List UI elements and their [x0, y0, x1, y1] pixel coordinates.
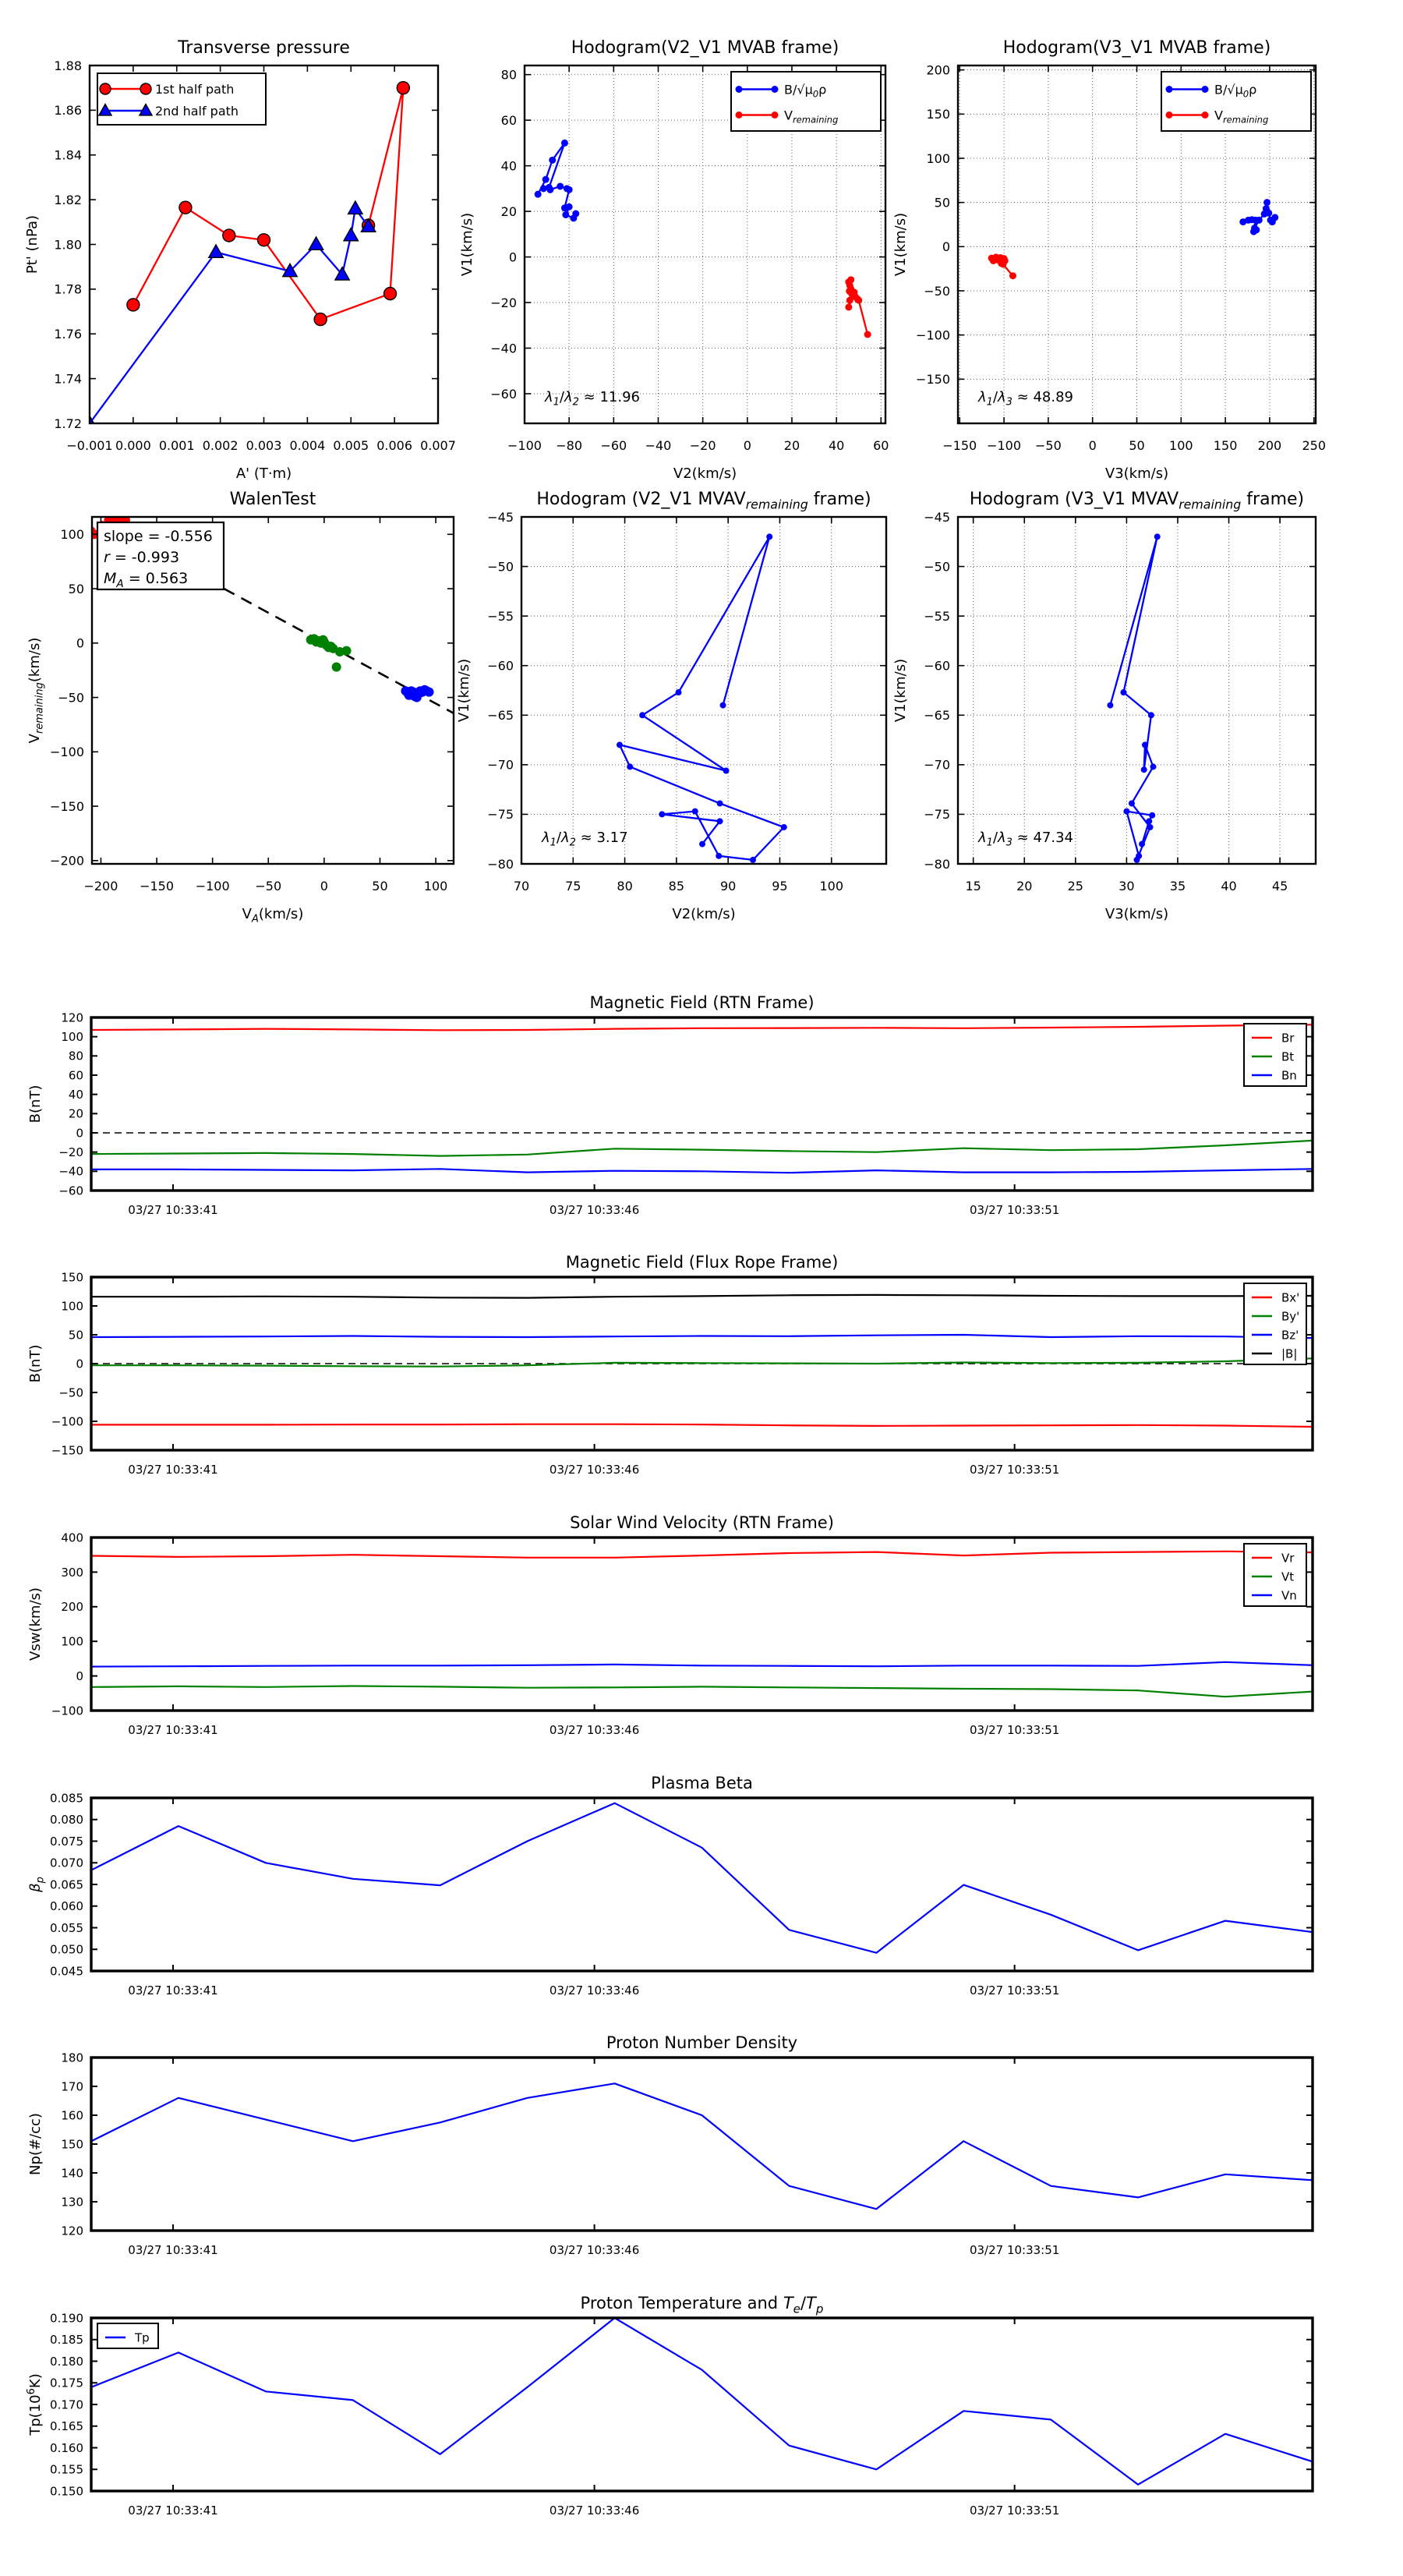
legend-box	[1244, 1544, 1306, 1606]
chart-title: Magnetic Field (Flux Rope Frame)	[565, 1253, 839, 1272]
y-tick-label: −80	[487, 856, 514, 872]
x-tick-label: 50	[372, 879, 388, 893]
y-tick-label: −200	[50, 853, 84, 869]
marker-dot	[1148, 712, 1154, 718]
y-tick-label: 50	[68, 581, 84, 596]
marker-dot	[720, 702, 726, 709]
marker-dot	[1256, 217, 1263, 224]
marker-dot	[999, 261, 1006, 268]
marker-circle	[397, 82, 409, 94]
legend-label: 1st half path	[155, 81, 235, 97]
y-tick-label: −75	[924, 807, 950, 823]
y-tick-label: 60	[68, 1068, 83, 1083]
x-tick-label: 03/27 10:33:41	[128, 1983, 218, 1997]
marker-dot	[659, 811, 665, 817]
legend-label: Br	[1281, 1031, 1295, 1046]
x-tick-label: 100	[1169, 438, 1193, 453]
x-tick-label: 0.007	[420, 438, 456, 453]
marker-circle	[384, 288, 397, 300]
y-tick-label: 0.180	[50, 2354, 83, 2369]
marker-dot	[855, 297, 862, 304]
marker-dot	[692, 809, 698, 815]
y-tick-label: 40	[68, 1088, 83, 1102]
x-tick-label: −0.001	[66, 438, 113, 453]
marker-dot	[540, 185, 547, 192]
chart-title: Plasma Beta	[651, 1774, 753, 1792]
marker-dot	[1154, 533, 1161, 540]
marker-dot	[1251, 225, 1258, 232]
x-tick-label: 45	[1271, 879, 1288, 893]
legend	[1161, 72, 1311, 131]
chart-title: Transverse pressure	[178, 38, 350, 58]
y-axis-label: $V_{remaining}(km/s)$	[27, 637, 46, 744]
x-tick-label: 30	[1119, 879, 1135, 893]
y-tick-label: −60	[924, 658, 950, 674]
marker-dot	[424, 688, 433, 697]
y-axis-label: B(nT)	[27, 1344, 44, 1383]
marker-dot	[639, 712, 645, 718]
marker-dot	[1129, 800, 1135, 806]
marker-circle	[223, 229, 235, 242]
y-tick-label: 0.075	[50, 1834, 83, 1849]
marker-dot	[1269, 218, 1276, 225]
lambda-annotation: $\lambda_1/\lambda_2 \approx 11.96$	[545, 389, 641, 409]
marker-dot	[549, 157, 556, 164]
y-axis-label: Np(#/cc)	[27, 2113, 44, 2175]
marker-dot	[566, 186, 573, 193]
x-tick-label: 0.006	[376, 438, 413, 453]
lambda-annotation: $\lambda_1/\lambda_2 \approx 3.17$	[542, 830, 628, 849]
x-tick-label: 250	[1302, 438, 1327, 453]
x-tick-label: 0	[743, 438, 751, 453]
chart-title: Hodogram (V3_V1 $MVAV_{remaining}$ frame)	[969, 490, 1305, 512]
y-tick-label: 0.085	[50, 1791, 83, 1806]
marker-dot	[1265, 210, 1272, 217]
x-tick-label: 35	[1169, 879, 1186, 893]
legend-label: Bt	[1281, 1049, 1295, 1064]
x-tick-label: −150	[942, 438, 977, 453]
y-tick-label: 0.185	[50, 2333, 83, 2348]
y-tick-label: 40	[500, 158, 517, 174]
y-tick-label: 0	[76, 1126, 83, 1141]
y-tick-label: 50	[68, 1328, 83, 1343]
y-tick-label: −65	[924, 708, 950, 724]
y-tick-label: −150	[916, 372, 950, 387]
y-tick-label: 300	[61, 1565, 83, 1580]
y-tick-label: 1.88	[54, 58, 82, 73]
y-tick-label: −40	[490, 341, 517, 356]
x-tick-label: 0.003	[246, 438, 282, 453]
marker-dot	[566, 203, 573, 211]
stats-line: r = -0.993	[104, 549, 180, 566]
x-axis-label: V2(km/s)	[673, 465, 737, 482]
legend-label: $V_{remaining}$	[784, 108, 839, 126]
y-axis-label: V1(km/s)	[892, 658, 909, 723]
legend-label: Bx'	[1281, 1290, 1300, 1305]
marker-dot	[781, 824, 787, 830]
y-tick-label: 0.175	[50, 2376, 83, 2390]
y-tick-label: −20	[58, 1145, 83, 1160]
y-tick-label: 0.160	[50, 2440, 83, 2455]
y-tick-label: 200	[926, 62, 950, 78]
y-tick-label: −70	[924, 757, 950, 773]
x-tick-label: −60	[600, 438, 627, 453]
x-tick-label: 0	[1088, 438, 1097, 453]
y-tick-label: 20	[68, 1106, 83, 1121]
y-tick-label: 200	[61, 1600, 83, 1615]
x-tick-label: 03/27 10:33:51	[969, 1983, 1060, 1997]
y-tick-label: 80	[68, 1049, 83, 1063]
legend	[97, 2323, 158, 2348]
y-tick-label: 1.80	[54, 237, 82, 253]
y-tick-label: 170	[61, 2079, 83, 2094]
x-tick-label: 95	[772, 879, 788, 893]
y-tick-label: −55	[487, 608, 514, 624]
marker-dot	[1107, 702, 1113, 709]
legend-box	[1244, 1024, 1306, 1086]
x-tick-label: 40	[1221, 879, 1237, 893]
y-tick-label: 100	[60, 527, 84, 543]
y-tick-label: 130	[61, 2195, 83, 2210]
y-tick-label: 100	[61, 1299, 83, 1314]
marker-dot	[845, 303, 852, 310]
x-tick-label: 03/27 10:33:41	[128, 2503, 218, 2518]
y-tick-label: 0.080	[50, 1813, 83, 1828]
y-tick-label: 0.065	[50, 1877, 83, 1892]
y-tick-label: 1.78	[54, 281, 82, 297]
chart-title: Hodogram(V3_V1 MVAB frame)	[1002, 38, 1271, 58]
marker-dot	[772, 86, 779, 93]
y-tick-label: 0	[76, 635, 84, 651]
marker-dot	[1139, 841, 1145, 847]
marker-dot	[1149, 812, 1155, 819]
y-tick-label: 0.050	[50, 1942, 83, 1957]
marker-circle	[258, 234, 270, 246]
x-tick-label: 0.002	[202, 438, 239, 453]
x-tick-label: 03/27 10:33:41	[128, 1723, 218, 1737]
y-axis-label: Pt' (nPa)	[24, 214, 41, 274]
x-tick-label: 20	[783, 438, 800, 453]
x-tick-label: 60	[873, 438, 889, 453]
legend-label: Bn	[1281, 1068, 1297, 1083]
y-tick-label: 0.060	[50, 1899, 83, 1914]
marker-dot	[542, 176, 550, 183]
y-tick-label: 0.150	[50, 2484, 83, 2499]
y-tick-label: 100	[926, 150, 950, 166]
stats-line: slope = -0.556	[104, 528, 213, 545]
y-tick-label: −150	[50, 798, 84, 814]
marker-dot	[717, 800, 723, 806]
y-axis-label: B(nT)	[27, 1085, 44, 1123]
marker-dot	[342, 646, 352, 656]
y-tick-label: −150	[51, 1443, 83, 1458]
x-tick-label: 20	[1016, 879, 1033, 893]
x-tick-label: 03/27 10:33:46	[549, 1983, 640, 1997]
x-tick-label: −100	[507, 438, 542, 453]
x-tick-label: −150	[140, 879, 175, 893]
y-axis-label: V1(km/s)	[892, 212, 909, 277]
y-tick-label: 0	[942, 239, 950, 255]
y-tick-label: 100	[61, 1030, 83, 1045]
x-tick-label: −100	[195, 879, 230, 893]
chart-title: Proton Number Density	[606, 2033, 798, 2052]
marker-dot	[546, 186, 553, 193]
marker-dot	[1166, 86, 1173, 93]
legend	[1244, 1544, 1306, 1606]
y-tick-label: −70	[487, 757, 514, 773]
y-tick-label: 0.070	[50, 1856, 83, 1870]
legend	[1244, 1283, 1306, 1364]
marker-dot	[1202, 86, 1209, 93]
legend-label: |B|	[1281, 1346, 1298, 1361]
legend	[1244, 1024, 1306, 1086]
marker-dot	[1141, 766, 1147, 773]
y-tick-label: −45	[487, 509, 514, 525]
y-tick-label: 140	[61, 2166, 83, 2181]
x-tick-label: −80	[556, 438, 583, 453]
y-axis-label: V1(km/s)	[459, 212, 475, 277]
y-tick-label: 1.72	[54, 416, 82, 431]
x-tick-label: 03/27 10:33:41	[128, 1203, 218, 1217]
y-tick-label: −50	[58, 690, 84, 706]
y-tick-label: 0.165	[50, 2419, 83, 2434]
y-tick-label: −50	[924, 283, 950, 299]
marker-dot	[1136, 853, 1142, 859]
marker-dot	[723, 767, 730, 773]
marker-dot	[1123, 809, 1129, 815]
y-tick-label: 0.045	[50, 1964, 83, 1979]
x-tick-label: 0.005	[333, 438, 369, 453]
x-tick-label: 03/27 10:33:51	[969, 2503, 1060, 2518]
chart-title: Hodogram(V2_V1 MVAB frame)	[571, 38, 839, 58]
y-axis-label: $\beta_p$	[27, 1877, 47, 1892]
legend-label: $B/√\mu_0\rho$	[1214, 82, 1257, 100]
y-tick-label: −100	[51, 1414, 83, 1429]
lambda-annotation: $\lambda_1/\lambda_3 \approx 47.34$	[978, 830, 1074, 849]
marker-dot	[1150, 763, 1156, 770]
x-tick-label: 0.004	[289, 438, 326, 453]
marker-dot	[572, 211, 579, 218]
x-axis-label: $V_A(km/s)$	[242, 906, 304, 925]
y-tick-label: −100	[51, 1704, 83, 1718]
y-tick-label: 0	[76, 1669, 83, 1683]
y-tick-label: 0.155	[50, 2462, 83, 2477]
y-tick-label: −65	[487, 708, 514, 724]
x-tick-label: 80	[617, 879, 633, 893]
marker-dot	[332, 663, 341, 672]
marker-dot	[1166, 111, 1173, 119]
x-tick-label: 100	[819, 879, 844, 893]
legend-label: 2nd half path	[155, 103, 239, 119]
x-tick-label: 90	[719, 879, 737, 893]
marker-dot	[1263, 199, 1270, 206]
y-tick-label: 1.82	[54, 192, 82, 207]
x-tick-label: 85	[668, 879, 685, 893]
x-tick-label: −100	[987, 438, 1022, 453]
marker-dot	[750, 857, 756, 863]
marker-dot	[676, 689, 682, 695]
x-tick-label: 03/27 10:33:51	[969, 1203, 1060, 1217]
y-tick-label: −100	[50, 745, 84, 760]
y-tick-label: −55	[924, 608, 950, 624]
y-tick-label: −50	[487, 559, 514, 575]
marker-dot	[561, 140, 568, 147]
y-tick-label: 0	[76, 1357, 83, 1371]
x-tick-label: −50	[255, 879, 282, 893]
marker-dot	[716, 853, 722, 859]
x-tick-label: 150	[1213, 438, 1238, 453]
x-axis-label: V2(km/s)	[672, 906, 736, 922]
lambda-annotation: $\lambda_1/\lambda_3 \approx 48.89$	[978, 389, 1074, 409]
legend	[731, 72, 881, 131]
y-axis-label: Vsw(km/s)	[27, 1587, 44, 1661]
x-tick-label: 0.000	[115, 438, 151, 453]
y-tick-label: −20	[490, 295, 517, 310]
x-tick-label: 03/27 10:33:41	[128, 2243, 218, 2257]
x-tick-label: 50	[1129, 438, 1145, 453]
x-tick-label: 03/27 10:33:41	[128, 1463, 218, 1477]
chart-title: Solar Wind Velocity (RTN Frame)	[570, 1513, 834, 1532]
legend-label: By'	[1281, 1309, 1300, 1324]
x-tick-label: 0.001	[158, 438, 195, 453]
marker-dot	[736, 86, 743, 93]
marker-circle	[127, 299, 140, 311]
legend	[97, 73, 266, 125]
y-tick-label: 120	[61, 2224, 83, 2238]
x-axis-label: A' (T·m)	[235, 465, 292, 482]
x-tick-label: 40	[828, 438, 845, 453]
y-tick-label: 1.74	[54, 371, 82, 387]
y-axis-label: $Tp(10^6K)$	[26, 2373, 44, 2436]
x-tick-label: 03/27 10:33:46	[549, 1723, 640, 1737]
y-tick-label: 160	[61, 2108, 83, 2123]
x-tick-label: 15	[965, 879, 981, 893]
x-tick-label: 0	[320, 879, 328, 893]
y-tick-label: −60	[487, 658, 514, 674]
y-tick-label: 1.86	[54, 103, 82, 119]
marker-dot	[1009, 272, 1016, 279]
x-tick-label: 03/27 10:33:51	[969, 1463, 1060, 1477]
x-tick-label: 03/27 10:33:51	[969, 1723, 1060, 1737]
y-tick-label: 0	[508, 249, 517, 265]
legend-label: $B/√\mu_0\rho$	[784, 82, 827, 100]
x-tick-label: 03/27 10:33:51	[969, 2243, 1060, 2257]
x-tick-label: −200	[83, 879, 118, 893]
legend-label: Bz'	[1281, 1328, 1299, 1343]
y-tick-label: 80	[500, 67, 517, 83]
marker-dot	[557, 182, 564, 189]
marker-circle	[140, 83, 151, 94]
y-tick-label: 150	[926, 107, 950, 122]
chart-title: Magnetic Field (RTN Frame)	[589, 993, 815, 1012]
y-tick-label: 100	[61, 1634, 83, 1649]
chart-title: Proton Temperature and $T_e/T_p$	[580, 2294, 824, 2316]
marker-dot	[699, 841, 705, 847]
x-tick-label: 75	[565, 879, 581, 893]
y-tick-label: 400	[61, 1530, 83, 1545]
x-tick-label: 03/27 10:33:46	[549, 2243, 640, 2257]
legend-label: Tp	[135, 2330, 150, 2345]
marker-dot	[1147, 824, 1154, 830]
stats-line: $M_A = 0.563$	[104, 570, 189, 590]
y-tick-label: 60	[500, 112, 517, 128]
y-tick-label: −50	[924, 559, 950, 575]
x-tick-label: 200	[1257, 438, 1282, 453]
y-tick-label: −50	[58, 1385, 83, 1400]
y-tick-label: −60	[490, 386, 517, 402]
x-tick-label: 100	[423, 879, 448, 893]
y-tick-label: 1.84	[54, 147, 82, 163]
y-tick-label: 1.76	[54, 327, 82, 342]
marker-circle	[100, 83, 111, 94]
x-tick-label: −50	[1035, 438, 1062, 453]
y-tick-label: 0.190	[50, 2311, 83, 2326]
marker-dot	[864, 331, 871, 338]
marker-dot	[1120, 689, 1126, 695]
y-tick-label: 150	[61, 2137, 83, 2152]
y-tick-label: −60	[58, 1184, 83, 1198]
y-tick-label: −100	[916, 327, 950, 343]
y-tick-label: 20	[500, 203, 517, 219]
marker-circle	[179, 201, 192, 214]
x-tick-label: 25	[1067, 879, 1083, 893]
x-axis-label: V3(km/s)	[1104, 906, 1169, 922]
y-tick-label: −45	[924, 509, 950, 525]
marker-dot	[562, 211, 569, 218]
x-tick-label: −40	[645, 438, 672, 453]
marker-dot	[617, 741, 623, 748]
x-tick-label: 03/27 10:33:46	[549, 1203, 640, 1217]
y-tick-label: −40	[58, 1164, 83, 1179]
marker-dot	[772, 111, 779, 119]
marker-dot	[1202, 111, 1209, 119]
x-tick-label: 03/27 10:33:46	[549, 2503, 640, 2518]
y-axis-label: V1(km/s)	[456, 658, 472, 723]
x-tick-label: −20	[689, 438, 716, 453]
marker-circle	[314, 313, 327, 326]
marker-dot	[766, 533, 772, 540]
y-tick-label: 180	[61, 2051, 83, 2065]
y-tick-label: −80	[924, 856, 950, 872]
legend-label: $V_{remaining}$	[1214, 108, 1269, 126]
x-tick-label: 70	[513, 879, 530, 893]
marker-dot	[736, 111, 743, 119]
y-tick-label: 120	[61, 1010, 83, 1025]
chart-title: WalenTest	[229, 490, 316, 509]
x-axis-label: V3(km/s)	[1104, 465, 1169, 482]
legend-label: Vr	[1281, 1551, 1295, 1566]
y-tick-label: 150	[61, 1270, 83, 1285]
x-tick-label: 03/27 10:33:46	[549, 1463, 640, 1477]
chart-title: Hodogram (V2_V1 $MVAV_{remaining}$ frame)	[536, 490, 871, 512]
y-tick-label: −75	[487, 807, 514, 823]
y-tick-label: 0.055	[50, 1920, 83, 1935]
marker-dot	[1142, 741, 1148, 748]
marker-dot	[1146, 818, 1152, 824]
y-tick-label: 50	[934, 195, 950, 211]
legend-label: Vn	[1281, 1588, 1297, 1603]
marker-dot	[627, 763, 633, 770]
legend-label: Vt	[1281, 1569, 1295, 1584]
marker-dot	[717, 818, 723, 824]
y-tick-label: 0.170	[50, 2397, 83, 2412]
marker-dot	[535, 191, 542, 198]
